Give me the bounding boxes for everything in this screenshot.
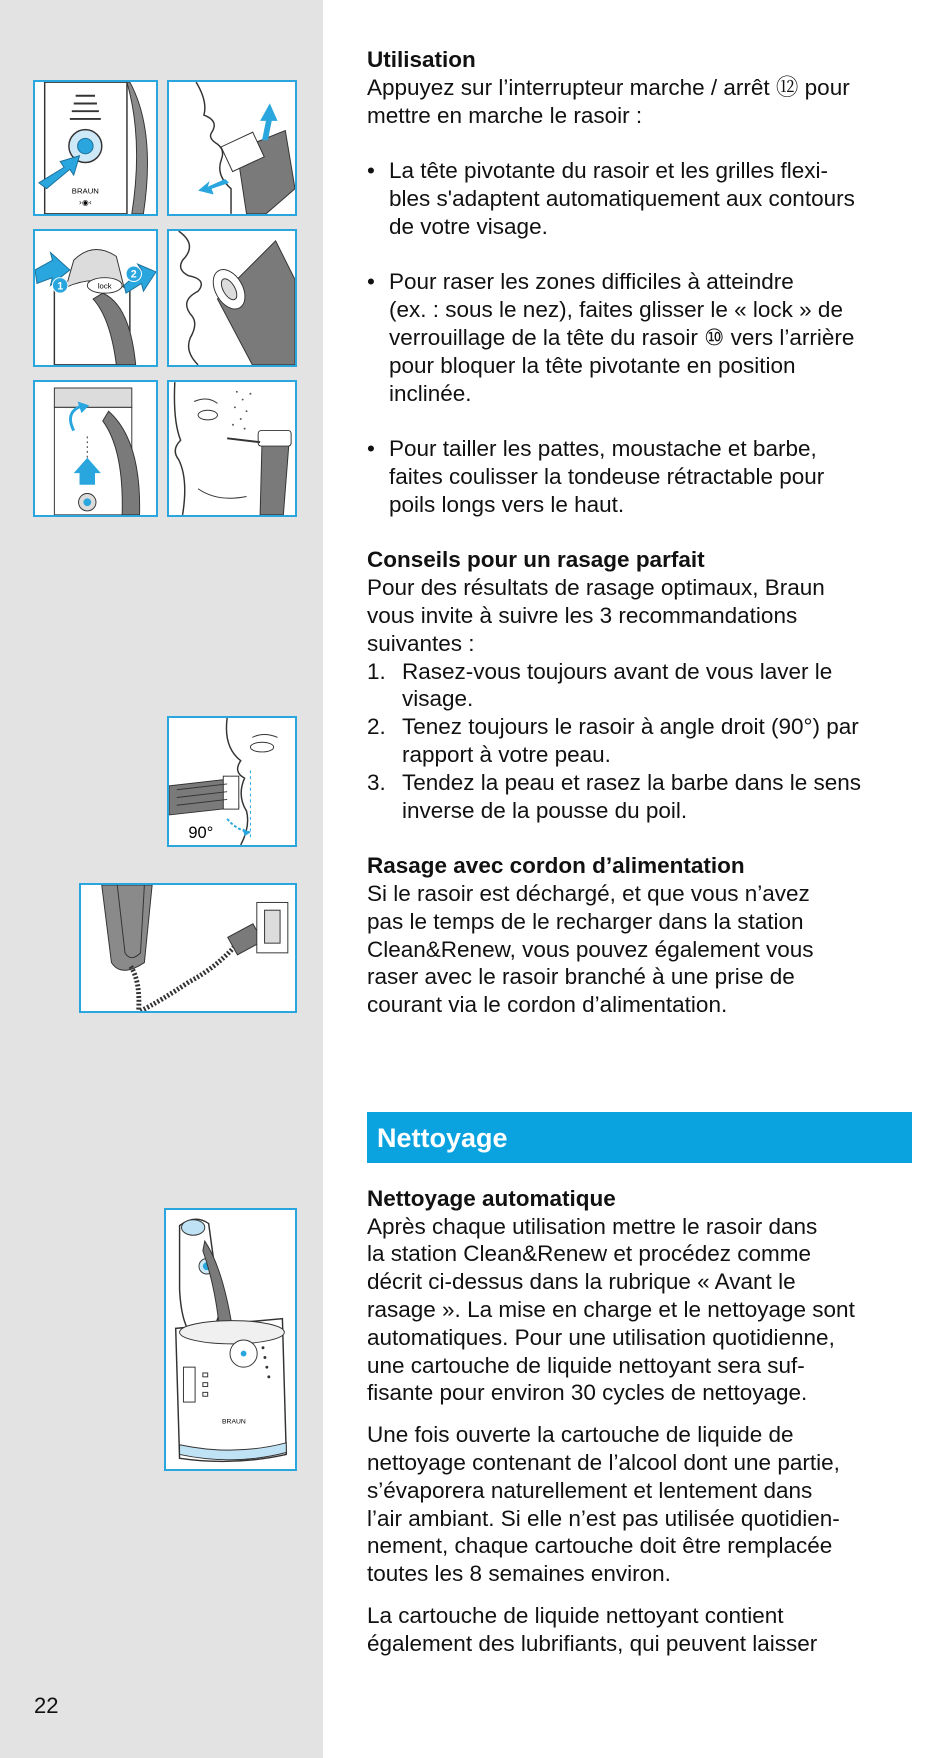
trimmer-illustration [35, 382, 156, 515]
bullet-line: inclinée. [389, 380, 472, 406]
nettoyage-para2-line: l’air ambiant. Si elle n’est pas utilisée quotidien- [367, 1505, 840, 1531]
list-item [367, 658, 912, 714]
utilisation-intro-line-2: mettre en marche le rasoir : [367, 102, 643, 128]
step-line: visage. [402, 686, 474, 712]
bullet-line: (ex. : sous le nez), faites glisser le « lock » de [389, 297, 843, 323]
conseils-steps-list [367, 658, 912, 825]
page-number: 22 [34, 1693, 59, 1718]
bullet-line: faites coulisser la tondeuse rétractable pour [389, 463, 825, 489]
nettoyage-para1-line: la station Clean&Renew et procédez comme [367, 1241, 811, 1267]
sideburns-illustration [169, 382, 295, 515]
fig3-lock-label: lock [97, 281, 112, 291]
figure-pivot-head [167, 80, 297, 216]
nettoyage-para1-line: Après chaque utilisation mettre le rasoir dans [367, 1213, 818, 1239]
bullet-line: • Pour tailler les pattes, moustache et barbe, [389, 436, 817, 462]
lock-illustration [35, 231, 156, 365]
fig3-step2-label: 2 [130, 268, 137, 281]
figure-90-degree [167, 716, 297, 847]
under-nose-illustration [169, 231, 295, 365]
figure-under-nose [167, 229, 297, 367]
figure-switch-on [33, 80, 158, 216]
cordon-line: pas le temps de le recharger dans la station [367, 908, 804, 934]
nettoyage-para2-line: nettoyage contenant de l’alcool dont une partie, [367, 1450, 840, 1476]
step-number: 3. [367, 769, 386, 795]
bullet-line: verrouillage de la tête du rasoir ⑩ vers l’arrière [389, 324, 855, 350]
bullet-line: • La tête pivotante du rasoir et les grilles flexi- [389, 158, 828, 184]
bullet-line: poils longs vers le haut. [389, 491, 625, 517]
figure-trimmer [33, 380, 158, 517]
nettoyage-para1-line: une cartouche de liquide nettoyant sera suf- [367, 1352, 805, 1378]
nettoyage-para2-line: Une fois ouverte la cartouche de liquide de [367, 1422, 794, 1448]
step-line: Rasez-vous toujours avant de vous laver le [402, 658, 833, 684]
heading-nettoyage-automatique: Nettoyage automatique [367, 1185, 616, 1211]
pivot-head-illustration [169, 82, 295, 214]
fig1-brand-label: BRAUN [71, 186, 99, 196]
nettoyage-para1-line: fisante pour environ 30 cycles de nettoyage. [367, 1380, 808, 1406]
svg-text:›◉‹: ›◉‹ [78, 198, 92, 208]
fig9-brand-label: BRAUN [222, 1418, 246, 1426]
fig7-angle-label: 90° [188, 824, 214, 843]
shaver-switch-illustration [35, 82, 156, 214]
utilisation-intro-line-1: Appuyez sur l’interrupteur marche / arrêt ⑫ pour [367, 74, 850, 100]
nettoyage-para2-line: s’évaporera naturellement et lentement dans [367, 1477, 813, 1503]
nettoyage-para1-line: décrit ci-dessus dans la rubrique « Avant le [367, 1269, 796, 1295]
angle-illustration [169, 718, 295, 845]
section-nettoyage [367, 1112, 912, 1658]
figure-cleaning-station [164, 1208, 297, 1471]
step-line: rapport à votre peau. [402, 741, 611, 767]
step-line: inverse de la pousse du poil. [402, 797, 688, 823]
cordon-line: raser avec le rasoir branché à une prise de [367, 964, 795, 990]
step-number: 2. [367, 714, 386, 740]
conseils-intro-line: Pour des résultats de rasage optimaux, Braun [367, 575, 825, 601]
nettoyage-para3-line: également des lubrifiants, qui peuvent laisser [367, 1630, 818, 1656]
heading-cordon: Rasage avec cordon d’alimentation [367, 853, 745, 879]
nettoyage-para1-line: rasage ». La mise en charge et le nettoyage sont [367, 1297, 855, 1323]
nettoyage-para2-line: nement, chaque cartouche doit être remplacée [367, 1533, 833, 1559]
cordon-line: Si le rasoir est déchargé, et que vous n’avez [367, 880, 810, 906]
bullet-line: bles s'adaptent automatiquement aux contours [389, 185, 855, 211]
figure-power-cord [79, 883, 297, 1013]
bullet-line: pour bloquer la tête pivotante en position [389, 352, 796, 378]
bullet-item-lock [367, 268, 912, 407]
list-item [367, 713, 912, 769]
nettoyage-para1-line: automatiques. Pour une utilisation quotidienne, [367, 1324, 835, 1350]
bullet-item-pivot [367, 157, 912, 240]
nettoyage-banner: Nettoyage [367, 1112, 912, 1163]
nettoyage-para2-line: toutes les 8 semaines environ. [367, 1561, 671, 1587]
heading-conseils: Conseils pour un rasage parfait [367, 547, 705, 573]
heading-utilisation: Utilisation [367, 47, 476, 72]
power-cord-illustration [81, 885, 295, 1011]
cordon-line: Clean&Renew, vous pouvez également vous [367, 936, 814, 962]
bullet-item-trimmer [367, 435, 912, 518]
figure-lock [33, 229, 158, 367]
bullet-line: de votre visage. [389, 213, 548, 239]
main-content [367, 46, 912, 1658]
bullet-line: • Pour raser les zones difficiles à atteindre [389, 269, 794, 295]
section-cordon [367, 852, 912, 1019]
step-number: 1. [367, 658, 386, 684]
left-margin-panel [0, 0, 323, 1758]
conseils-intro-line: vous invite à suivre les 3 recommandations [367, 602, 798, 628]
step-line: Tendez la peau et rasez la barbe dans le sens [402, 769, 862, 795]
step-line: Tenez toujours le rasoir à angle droit (90°) par [402, 714, 859, 740]
list-item [367, 769, 912, 825]
figure-sideburns [167, 380, 297, 517]
section-conseils [367, 546, 912, 824]
cleaning-station-illustration [166, 1210, 295, 1469]
cordon-line: courant via le cordon d’alimentation. [367, 992, 728, 1018]
conseils-intro-line: suivantes : [367, 630, 475, 656]
fig3-step1-label: 1 [57, 280, 64, 293]
nettoyage-para3-line: La cartouche de liquide nettoyant contient [367, 1603, 784, 1629]
section-utilisation [367, 46, 912, 519]
